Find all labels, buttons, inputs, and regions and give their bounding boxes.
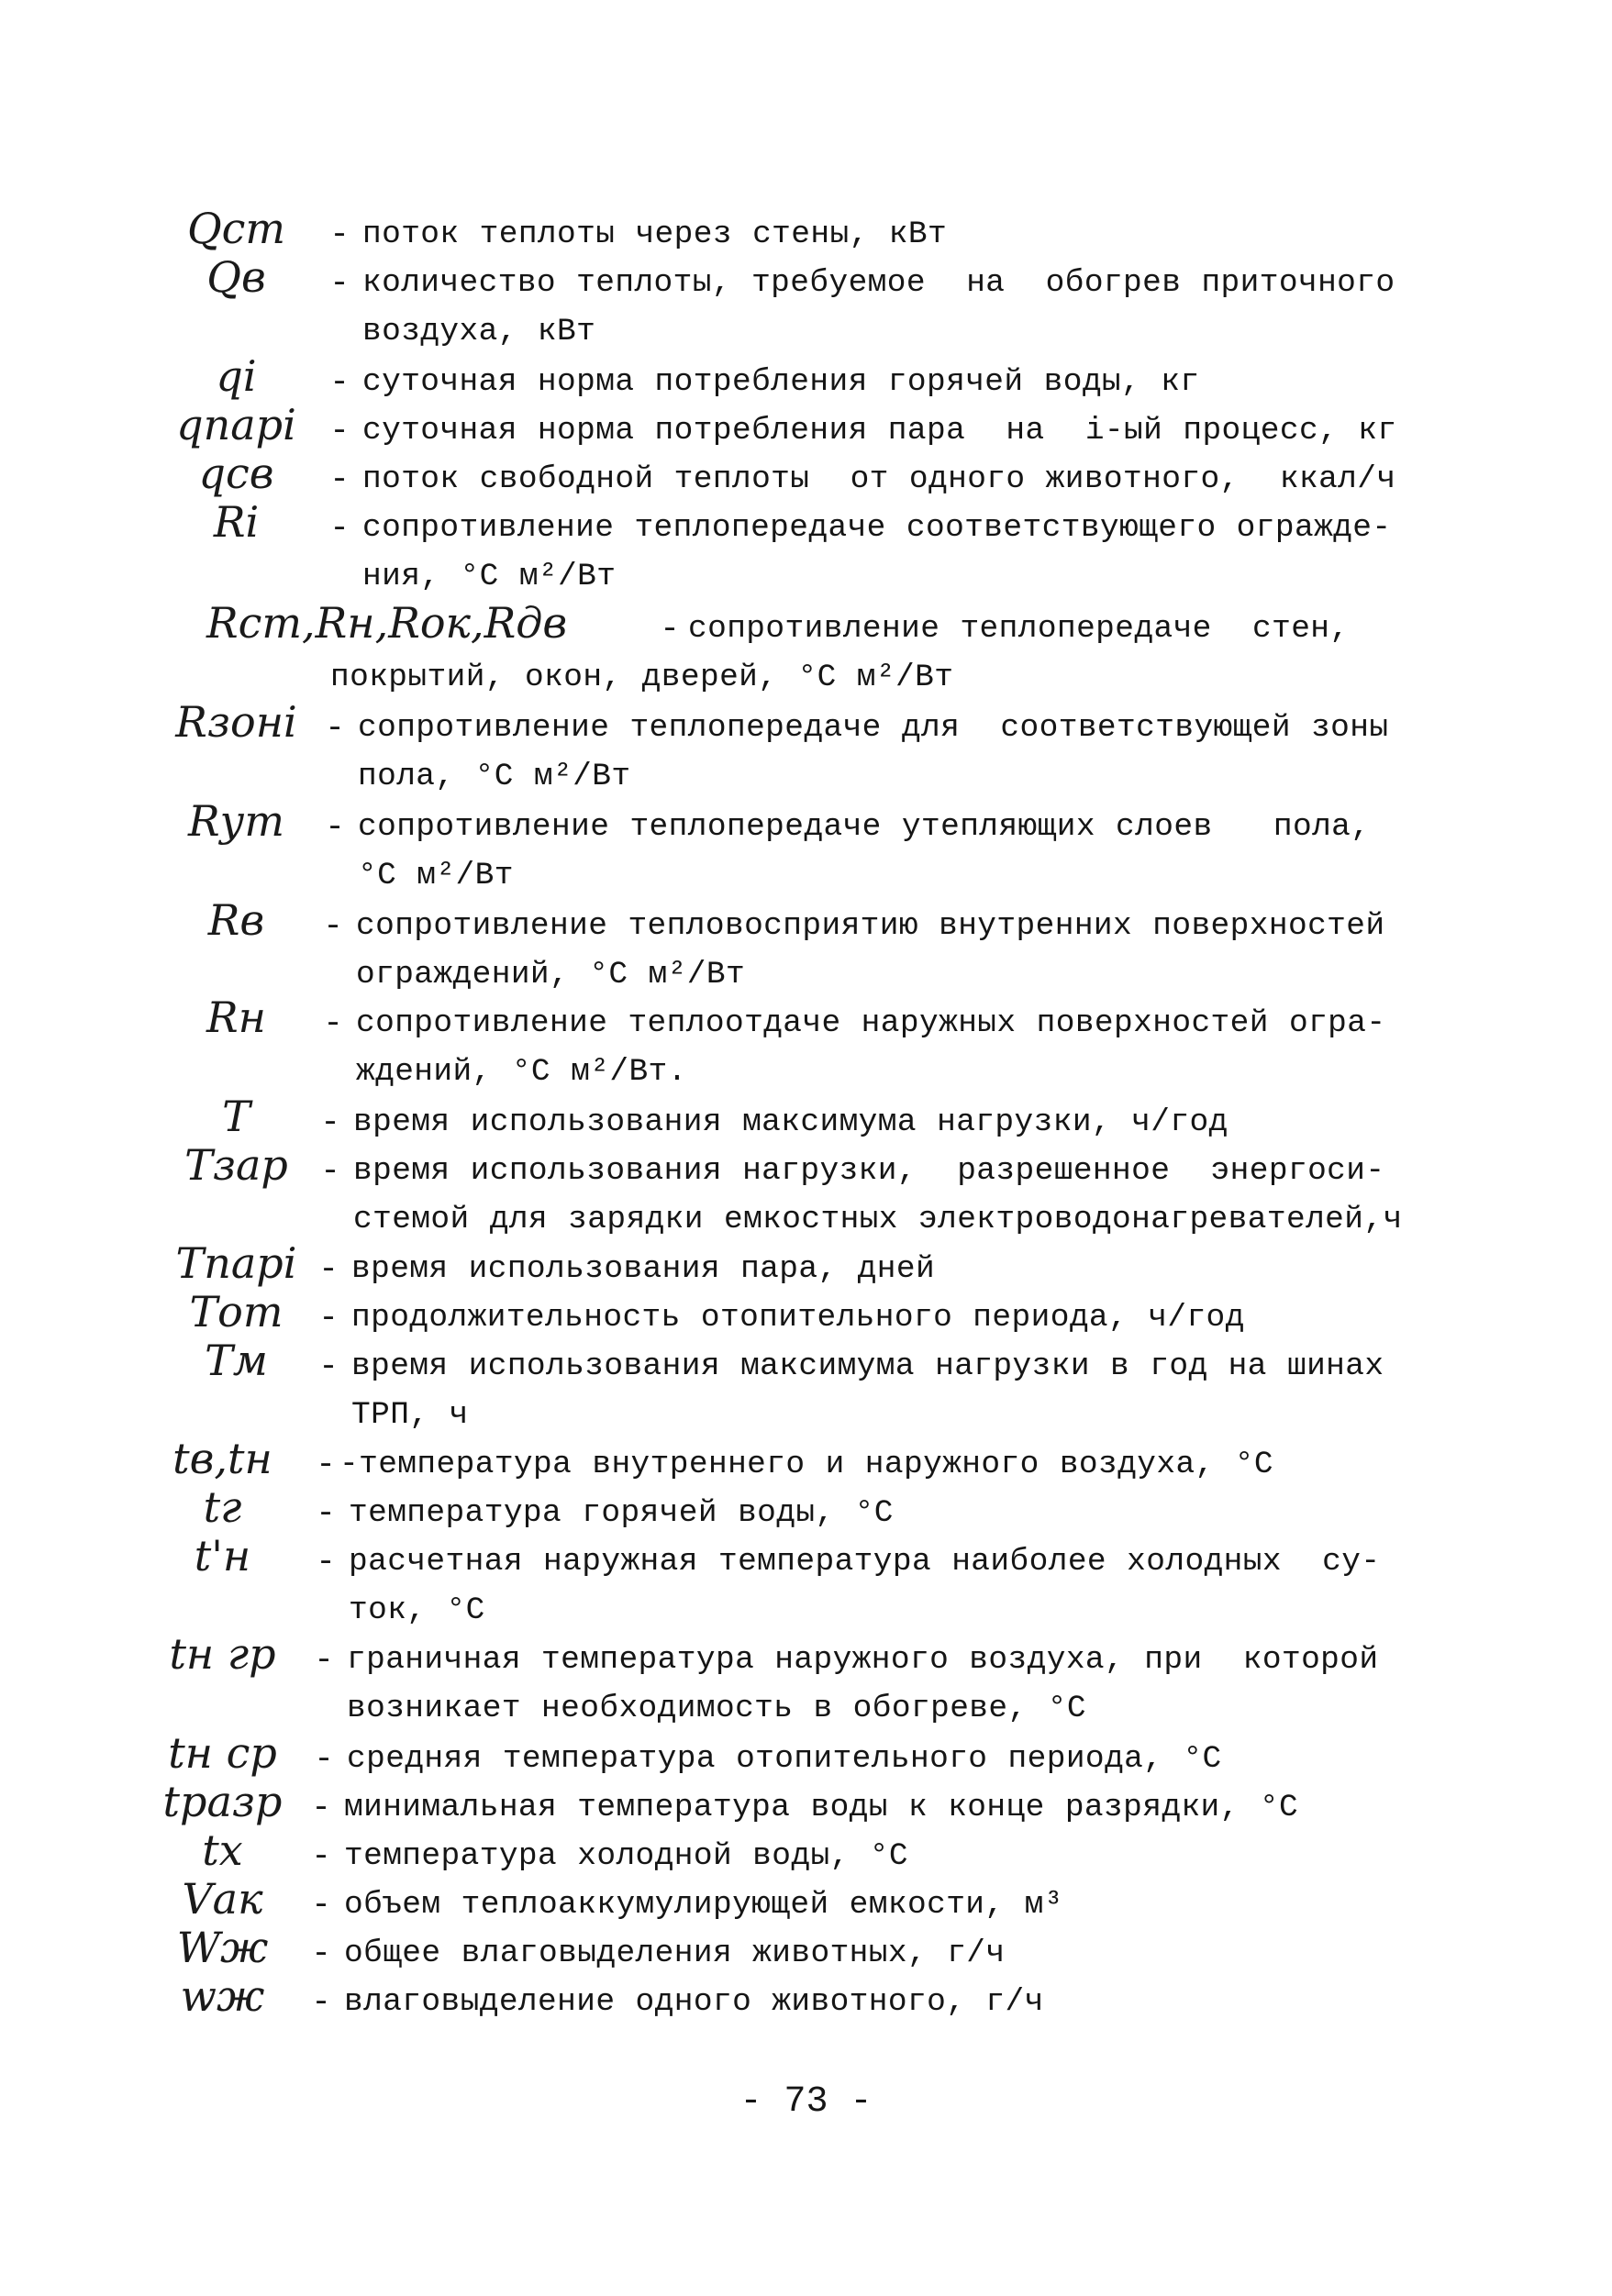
symbol: T — [222, 1092, 250, 1141]
dash: - — [329, 460, 350, 498]
dash: - — [323, 907, 343, 945]
symbol: Vак — [182, 1874, 263, 1924]
dash: - — [329, 363, 350, 401]
definition: суточная норма потребления пара на i-ый процесс, кг — [362, 413, 1397, 449]
symbol: tв,tн — [172, 1434, 272, 1483]
definition: сопротивление теплопередаче утепляющих слоев пола, °С м²/Вт — [358, 809, 1371, 893]
definition: продолжительность отопительного периода, ч/год — [351, 1300, 1245, 1336]
symbol: Rут — [188, 796, 284, 846]
definition: температура горячей воды, °С — [349, 1495, 894, 1531]
dash: - — [318, 1348, 339, 1385]
symbol: qсв — [198, 449, 274, 498]
dash: - — [660, 610, 680, 648]
dash: - — [329, 509, 350, 547]
definition: поток свободной теплоты от одного животного, ккал/ч — [362, 461, 1396, 497]
dash: - — [325, 709, 345, 747]
symbol: qi — [216, 351, 257, 401]
symbol: Tм — [205, 1336, 268, 1385]
definition: -температура внутреннего и наружного воздуха, °С — [339, 1447, 1273, 1482]
symbol: tх — [202, 1825, 243, 1875]
definition: минимальная температура воды к конце разрядки, °С — [344, 1790, 1299, 1825]
definition: время использования максимума нагрузки в год на шинах ТРП, ч — [351, 1348, 1384, 1433]
symbol: tн ср — [168, 1728, 277, 1778]
dash: - — [329, 264, 350, 302]
dash: - — [314, 1641, 334, 1679]
definition: время использования максимума нагрузки, ч/год — [353, 1104, 1228, 1140]
definition: время использования пара, дней — [351, 1251, 936, 1287]
symbol: qпарi — [176, 400, 296, 449]
dash: - — [316, 1446, 336, 1483]
definition: сопротивление теплопередаче стен, покрытий, окон, дверей, °С м²/Вт — [330, 611, 1350, 695]
symbol: Ri — [213, 497, 260, 547]
definition: объем теплоаккумулирующей емкости, м³ — [344, 1887, 1063, 1923]
symbol: tг — [203, 1482, 242, 1532]
dash: - — [329, 216, 350, 253]
dash: - — [323, 1004, 343, 1042]
definition: суточная норма потребления горячей воды, кг — [362, 364, 1200, 400]
definition: температура холодной воды, °С — [344, 1838, 908, 1874]
dash: - — [318, 1250, 339, 1288]
definition: время использования нагрузки, разрешенное энергоси- стемой для зарядки емкостных электроводонагревателей,ч — [353, 1153, 1403, 1237]
definition: поток теплоты через стены, кВт — [362, 216, 948, 252]
dash: - — [320, 1152, 340, 1190]
definition: сопротивление тепловосприятию внутренних поверхностей ограждений, °С м²/Вт — [356, 908, 1385, 993]
page-number: - 73 - — [739, 2081, 873, 2123]
dash: - — [316, 1543, 336, 1581]
dash: - — [311, 1935, 331, 1972]
definition: влаговыделение одного животного, г/ч — [344, 1984, 1044, 2020]
symbol: Wж — [176, 1923, 269, 1972]
dash: - — [316, 1494, 336, 1532]
definition: сопротивление теплоотдаче наружных поверхностей огра- ждений, °С м²/Вт. — [356, 1005, 1386, 1090]
dash: - — [325, 808, 345, 846]
definition: общее влаговыделения животных, г/ч — [344, 1936, 1006, 1971]
symbol: Tот — [189, 1287, 283, 1337]
definition: количество теплоты, требуемое на обогрев приточного воздуха, кВт — [362, 265, 1395, 349]
symbol: Rн — [206, 993, 266, 1042]
definition: расчетная наружная температура наиболее холодных су- ток, °С — [349, 1544, 1381, 1628]
symbol: Rв — [207, 895, 265, 945]
definition: сопротивление теплопередаче для соответствующей зоны пола, °С м²/Вт — [358, 710, 1389, 794]
dash: - — [311, 1983, 331, 2021]
definition: сопротивление теплопередаче соответствующего огражде- ния, °С м²/Вт — [362, 510, 1392, 594]
dash: - — [311, 1886, 331, 1924]
dash: - — [311, 1837, 331, 1875]
definition: средняя температура отопительного периода, °С — [347, 1741, 1222, 1777]
dash: - — [329, 412, 350, 449]
symbol: Qст — [186, 204, 286, 253]
dash: - — [314, 1740, 334, 1778]
dash: - — [318, 1299, 339, 1337]
dash: - — [320, 1104, 340, 1141]
symbol: Rзонi — [175, 697, 297, 747]
dash: - — [311, 1789, 331, 1826]
symbol: Tзар — [184, 1140, 288, 1190]
symbol: tразр — [162, 1777, 283, 1826]
symbol: t'н — [194, 1531, 251, 1581]
symbol: Rст,Rн,Rок,Rдв — [206, 598, 568, 648]
symbol: wж — [180, 1971, 265, 2021]
symbol: Tпарi — [175, 1238, 297, 1288]
symbol: tн гр — [169, 1629, 276, 1679]
symbol: Qв — [206, 252, 266, 302]
definition: граничная температура наружного воздуха, при которой возникает необходимость в обогреве, °С — [347, 1642, 1379, 1726]
